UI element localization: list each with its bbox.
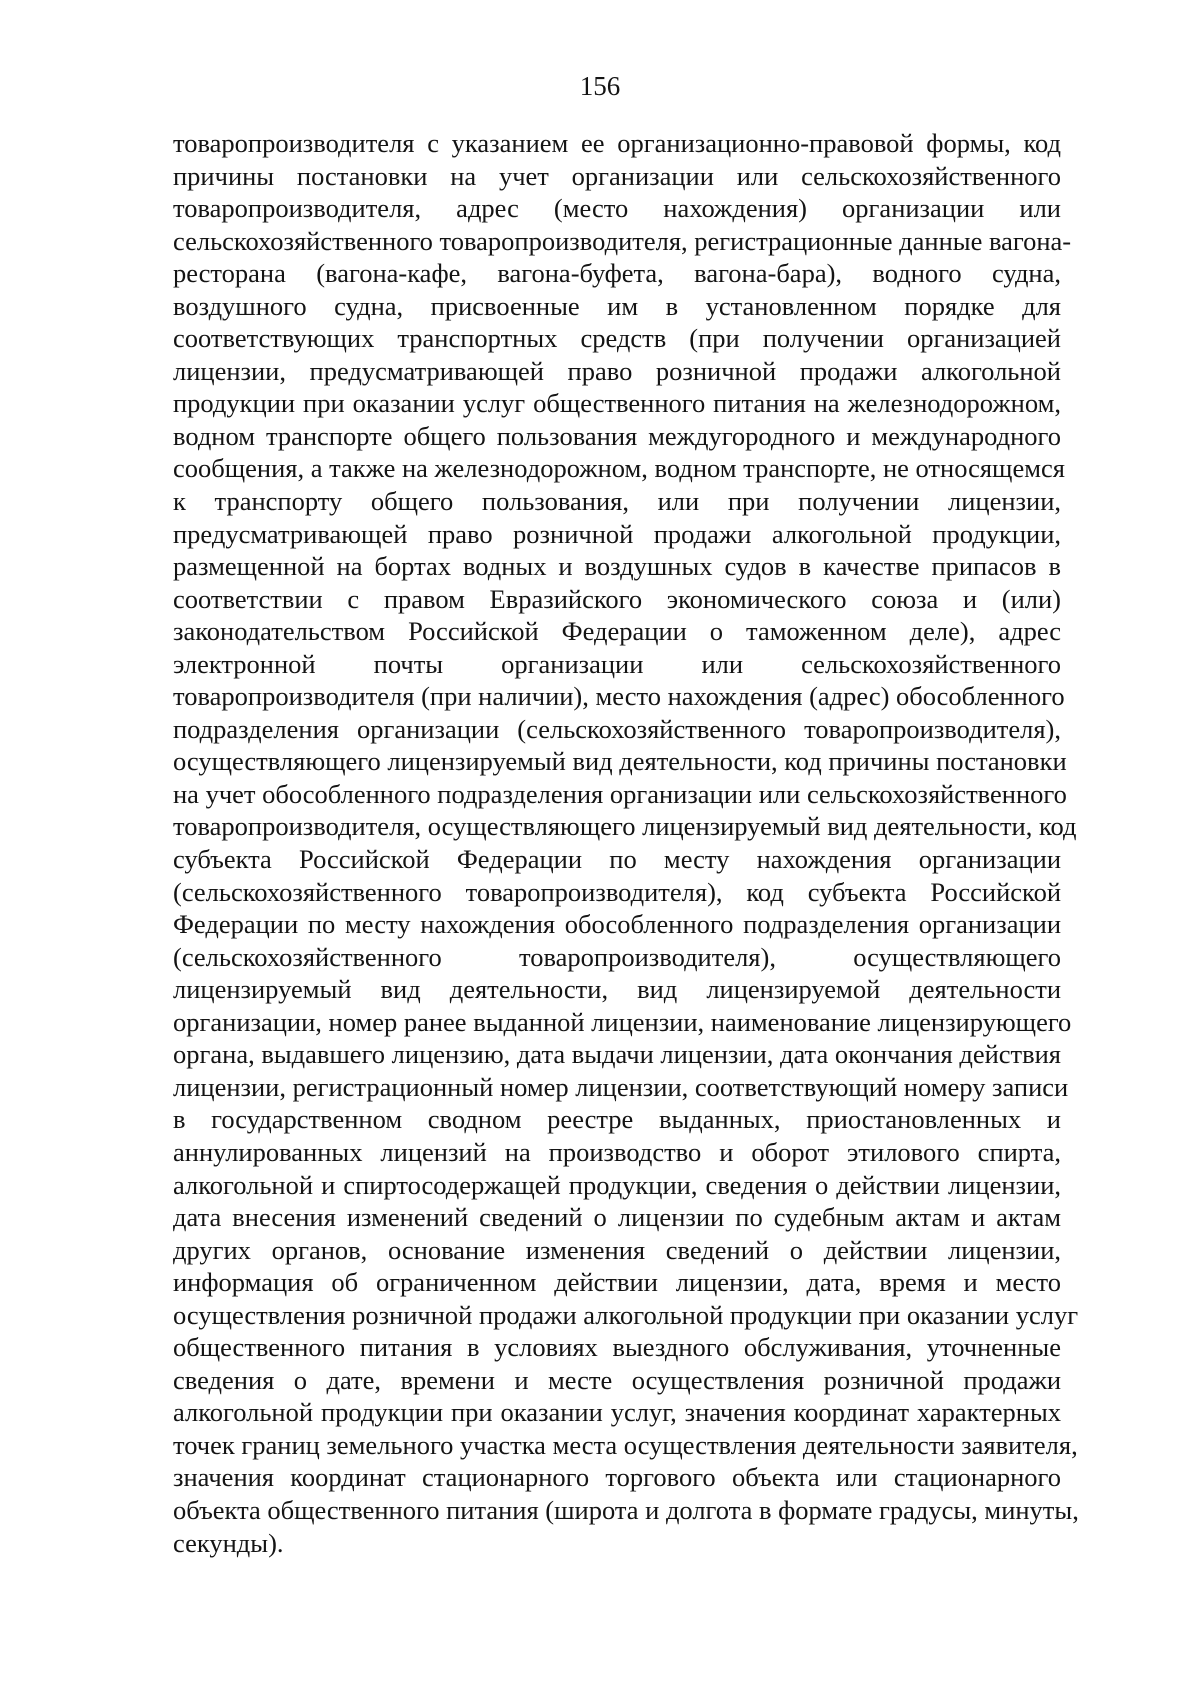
text-line: к транспорту общего пользования, или при получении лицензии, <box>173 486 1061 517</box>
text-line: законодательством Российской Федерации о таможенном деле), адрес <box>173 616 1061 647</box>
text-line: на учет обособленного подразделения организации или сельскохозяйственного <box>173 778 1067 809</box>
text-line: значения координат стационарного торгового объекта или стационарного <box>173 1462 1061 1493</box>
text-line: соответствии с правом Евразийского экономического союза и (или) <box>173 583 1061 614</box>
text-line: алкогольной и спиртосодержащей продукции, сведения о действии лицензии, <box>173 1169 1061 1200</box>
text-line: товаропроизводителя (при наличии), место нахождения (адрес) обособленного <box>173 681 1065 712</box>
text-line: товаропроизводителя с указанием ее организационно-правовой формы, код <box>173 128 1061 158</box>
text-line: осуществления розничной продажи алкогольной продукции при оказании услуг <box>173 1299 1079 1330</box>
text-line: осуществляющего лицензируемый вид деятельности, код причины постановки <box>173 746 1067 777</box>
text-line: субъекта Российской Федерации по месту нахождения организации <box>173 844 1061 875</box>
document-body <box>173 127 1079 1559</box>
text-line: воздушного судна, присвоенные им в установленном порядке для <box>173 290 1061 321</box>
text-line: информация об ограниченном действии лицензии, дата, время и место <box>173 1267 1061 1298</box>
text-line: общественного питания в условиях выездного обслуживания, уточненные <box>173 1332 1061 1363</box>
text-line: размещенной на бортах водных и воздушных судов в качестве припасов в <box>173 551 1061 582</box>
text-line: (сельскохозяйственного товаропроизводителя), код субъекта Российской <box>173 876 1061 907</box>
page-number: 156 <box>579 71 621 101</box>
text-line: товаропроизводителя, адрес (место нахождения) организации или <box>173 193 1061 224</box>
text-line: соответствующих транспортных средств (при получении организацией <box>173 323 1061 354</box>
text-line: сообщения, а также на железнодорожном, водном транспорте, не относящемся <box>173 453 1065 484</box>
text-line: лицензии, регистрационный номер лицензии, соответствующий номеру записи <box>173 1071 1069 1102</box>
text-line: (сельскохозяйственного товаропроизводителя), осуществляющего <box>173 941 1061 972</box>
text-line: точек границ земельного участка места осуществления деятельности заявителя, <box>173 1429 1078 1460</box>
text-line: сведения о дате, времени и месте осуществления розничной продажи <box>173 1364 1061 1395</box>
text-line: аннулированных лицензий на производство и оборот этилового спирта, <box>173 1136 1061 1167</box>
text-line: секунды). <box>173 1527 284 1558</box>
text-line: ресторана (вагона-кафе, вагона-буфета, вагона-бара), водного судна, <box>173 258 1061 289</box>
text-line: продукции при оказании услуг общественного питания на железнодорожном, <box>173 388 1061 419</box>
text-line: водном транспорте общего пользования междугородного и международного <box>173 420 1061 451</box>
text-line: предусматривающей право розничной продажи алкогольной продукции, <box>173 518 1061 549</box>
text-line: органа, выдавшего лицензию, дата выдачи лицензии, дата окончания действия <box>173 1039 1061 1070</box>
text-line: организации, номер ранее выданной лицензии, наименование лицензирующего <box>173 1006 1072 1037</box>
text-line: лицензии, предусматривающей право розничной продажи алкогольной <box>173 355 1061 386</box>
text-line: Федерации по месту нахождения обособленного подразделения организации <box>173 909 1061 940</box>
text-line: причины постановки на учет организации или сельскохозяйственного <box>173 160 1061 191</box>
text-line: сельскохозяйственного товаропроизводителя, регистрационные данные вагона- <box>173 225 1072 256</box>
text-line: дата внесения изменений сведений о лицензии по судебным актам и актам <box>173 1202 1061 1233</box>
text-line: электронной почты организации или сельскохозяйственного <box>173 648 1061 679</box>
text-line: алкогольной продукции при оказании услуг, значения координат характерных <box>173 1397 1061 1428</box>
text-line: в государственном сводном реестре выданных, приостановленных и <box>173 1104 1061 1135</box>
text-line: товаропроизводителя, осуществляющего лицензируемый вид деятельности, код <box>173 811 1077 842</box>
text-line: лицензируемый вид деятельности, вид лицензируемой деятельности <box>173 974 1061 1005</box>
text-line: объекта общественного питания (широта и долгота в формате градусы, минуты, <box>173 1494 1079 1525</box>
text-line: других органов, основание изменения сведений о действии лицензии, <box>173 1234 1061 1265</box>
text-line: подразделения организации (сельскохозяйственного товаропроизводителя), <box>173 713 1061 744</box>
